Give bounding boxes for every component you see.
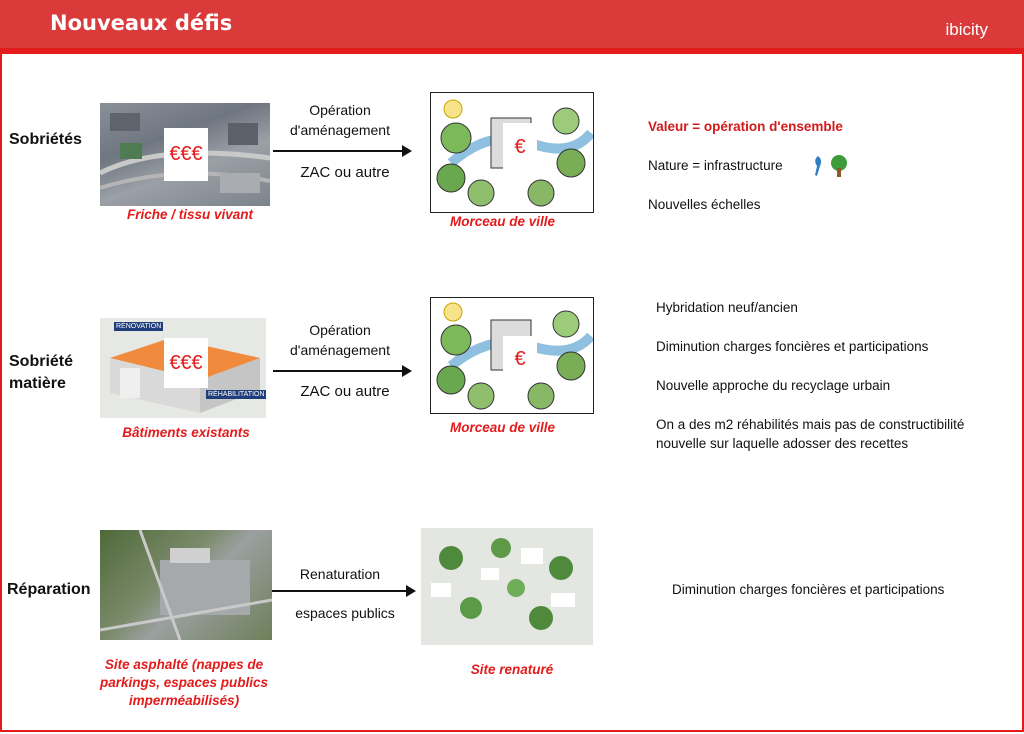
row-label-reparation: Réparation: [7, 581, 91, 598]
note-diminution: Diminution charges foncières et participations: [656, 339, 929, 354]
arrow-bottom-label: ZAC ou autre: [300, 383, 390, 400]
site-asphalte-photo: [100, 530, 272, 640]
arrow-top-label: Opération d'aménagement: [290, 102, 390, 138]
row-label-sobriete-matiere: Sobriété matière: [9, 353, 74, 392]
cost-badge: €€€: [164, 338, 208, 388]
site-renature-render: [421, 528, 593, 645]
arrow-bottom-label: ZAC ou autre: [300, 164, 390, 181]
note-echelles: Nouvelles échelles: [648, 197, 761, 212]
caption-batiments: Bâtiments existants: [122, 425, 250, 440]
tag-rehabilitation: RÉHABILITATION: [208, 391, 265, 398]
caption-friche: Friche / tissu vivant: [126, 207, 254, 222]
transform-arrow: [273, 150, 410, 152]
row-label-text: Sobriétés: [9, 131, 82, 148]
arrow-top-label: Opération d'aménagement: [290, 322, 390, 358]
caption-morceau: Morceau de ville: [449, 214, 556, 229]
note-recyclage: Nouvelle approche du recyclage urbain: [656, 378, 891, 393]
tree-icon: [829, 154, 849, 183]
transform-arrow: [273, 370, 410, 372]
row-label-sobrietes: [9, 129, 82, 151]
header-bar: [0, 0, 1024, 48]
cost-badge: €€€: [164, 128, 208, 181]
tag-renovation: RÉNOVATION: [116, 323, 162, 330]
caption-site-renature: Site renaturé: [470, 662, 554, 677]
bird-icon: [811, 154, 825, 183]
brand-name: ibicity: [945, 20, 988, 39]
note-valeur: Valeur = opération d'ensemble: [648, 119, 843, 134]
note-hybridation: Hybridation neuf/ancien: [656, 300, 798, 315]
caption-morceau: Morceau de ville: [449, 420, 556, 435]
note-constructibilite: On a des m2 réhabilités mais pas de constructibilité nouvelle sur laquelle adosser des recettes: [656, 417, 965, 451]
parking-aerial-graphic: [100, 530, 272, 640]
cost-badge-result: €: [503, 336, 537, 382]
arrow-top-label: Renaturation: [299, 566, 381, 582]
caption-site-asphalte: Site asphalté (nappes de parkings, espaces publics imperméabilisés): [99, 657, 269, 708]
slide-title: Nouveaux défis: [50, 11, 233, 35]
renatured-render-graphic: [421, 528, 593, 645]
arrow-bottom-label: espaces publics: [295, 605, 395, 621]
note-diminution: Diminution charges foncières et participations: [672, 582, 945, 597]
transform-arrow: [272, 590, 414, 592]
note-nature: Nature = infrastructure: [648, 158, 783, 173]
cost-badge-result: €: [503, 123, 537, 171]
